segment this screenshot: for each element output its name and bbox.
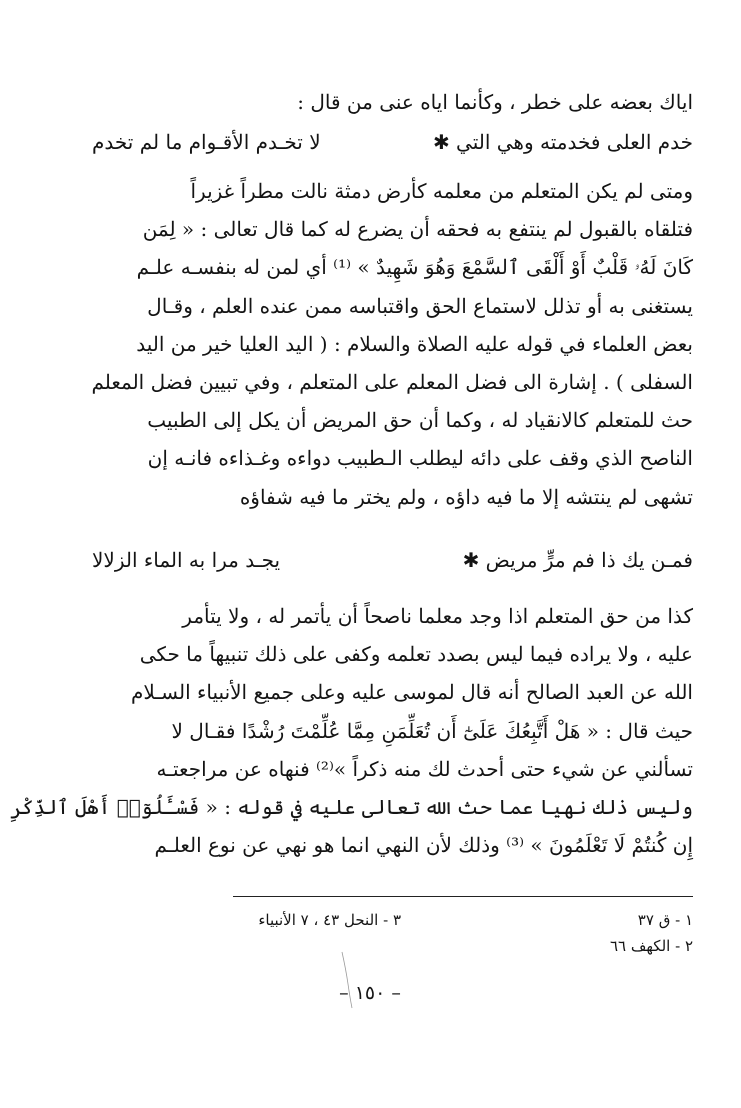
text-line: إِن كُنتُمْ لَا تَعْلَمُونَ » ⁽³⁾ وذلك لأن النهي انما هو نهي عن نوع العلـم	[154, 833, 693, 858]
text-line: حيث قال : « هَلْ أَتَّبِعُكَ عَلَىٰٓ أَن تُعَلِّمَنِ مِمَّا عُلِّمْتَ رُشْدًا فقـال لا	[171, 718, 693, 743]
text-line: الناصح الذي وقف على دائه ليطلب الـطبيب دواءه وغـذاءه فانـه إن	[147, 446, 693, 471]
text-line: تسألني عن شيء حتى أحدث لك منه ذكراً »⁽²⁾ فنهاه عن مراجعتـه	[156, 756, 693, 781]
footnote-3: ٣ - النحل ٤٣ ، ٧ الأنبياء	[258, 911, 401, 929]
text-line: حث للمتعلم كالانقياد له ، وكما أن حق المريض أن يكل إلى الطبيب	[147, 408, 693, 433]
text-line: فتلقاه بالقبول لم ينتفع به فحقه أن يضرع له كما قال تعالى : « لِمَن	[142, 217, 693, 242]
verse-left-hemistich: لا تخـدم الأقـوام ما لم تخدم	[92, 130, 321, 154]
text-line: عليه ، ولا يراده فيما ليس بصدد تعلمه وكفى على ذلك تنبيهاً ما حكى	[139, 642, 693, 667]
text-line: ومتى لم يكن المتعلم من معلمه كأرض دمثة نالت مطراً غزيراً	[190, 179, 693, 203]
text-line: تشهى لم ينتشه إلا ما فيه داؤه ، ولم يختر ما فيه شفاؤه	[239, 484, 693, 509]
body-paragraph	[10, 597, 693, 864]
page-number: – ١٥٠ –	[339, 982, 401, 1004]
footnote-2: ٢ - الكهف ٦٦	[609, 937, 693, 955]
body-paragraph	[92, 172, 693, 516]
text-line: السفلى ) . إشارة الى فضل المعلم على المتعلم ، وفي تبيين فضل المعلم	[91, 369, 693, 394]
poetry-verse	[92, 123, 693, 161]
text-line: وليس ذلك نهيا عما حث الله تعالى عليه في قوله : « فَسْـَٔلُوٓا۟ أَهْلَ ٱلذِّكْرِ	[10, 794, 693, 819]
verse-right-hemistich: فمـن يك ذا فم مرٍّ مريض ✱	[462, 548, 693, 572]
text-line: يستغنى به أو تذلل لاستماع الحق واقتباسه ممن عنده العلم ، وقـال	[147, 293, 693, 318]
verse-right-hemistich: خدم العلى فخدمته وهي التي ✱	[432, 130, 693, 154]
text-line: كذا من حق المتعلم اذا وجد معلما ناصحاً أن يأتمر له ، ولا يتأمر	[182, 604, 693, 628]
text-line: كَانَ لَهُۥ قَلْبٌ أَوْ أَلْقَى ٱلسَّمْعَ وَهُوَ شَهِيدٌ » ⁽¹⁾ أي لمن له بنفسـه علـم	[136, 255, 693, 280]
text-line: الله عن العبد الصالح أنه قال لموسى عليه وعلى جميع الأنبياء السـلام	[130, 680, 693, 705]
poetry-verse	[92, 541, 693, 579]
text-line: اياك بعضه على خطر ، وكأنما اياه عنى من قال :	[297, 90, 693, 114]
intro-paragraph	[92, 83, 693, 121]
footnote-divider	[233, 896, 693, 897]
footnote-1: ١ - ق ٣٧	[637, 911, 693, 929]
text-line: بعض العلماء في قوله عليه الصلاة والسلام : ( اليد العليا خير من اليد	[136, 331, 693, 356]
verse-left-hemistich: يجـد مرا به الماء الزلالا	[92, 548, 281, 572]
